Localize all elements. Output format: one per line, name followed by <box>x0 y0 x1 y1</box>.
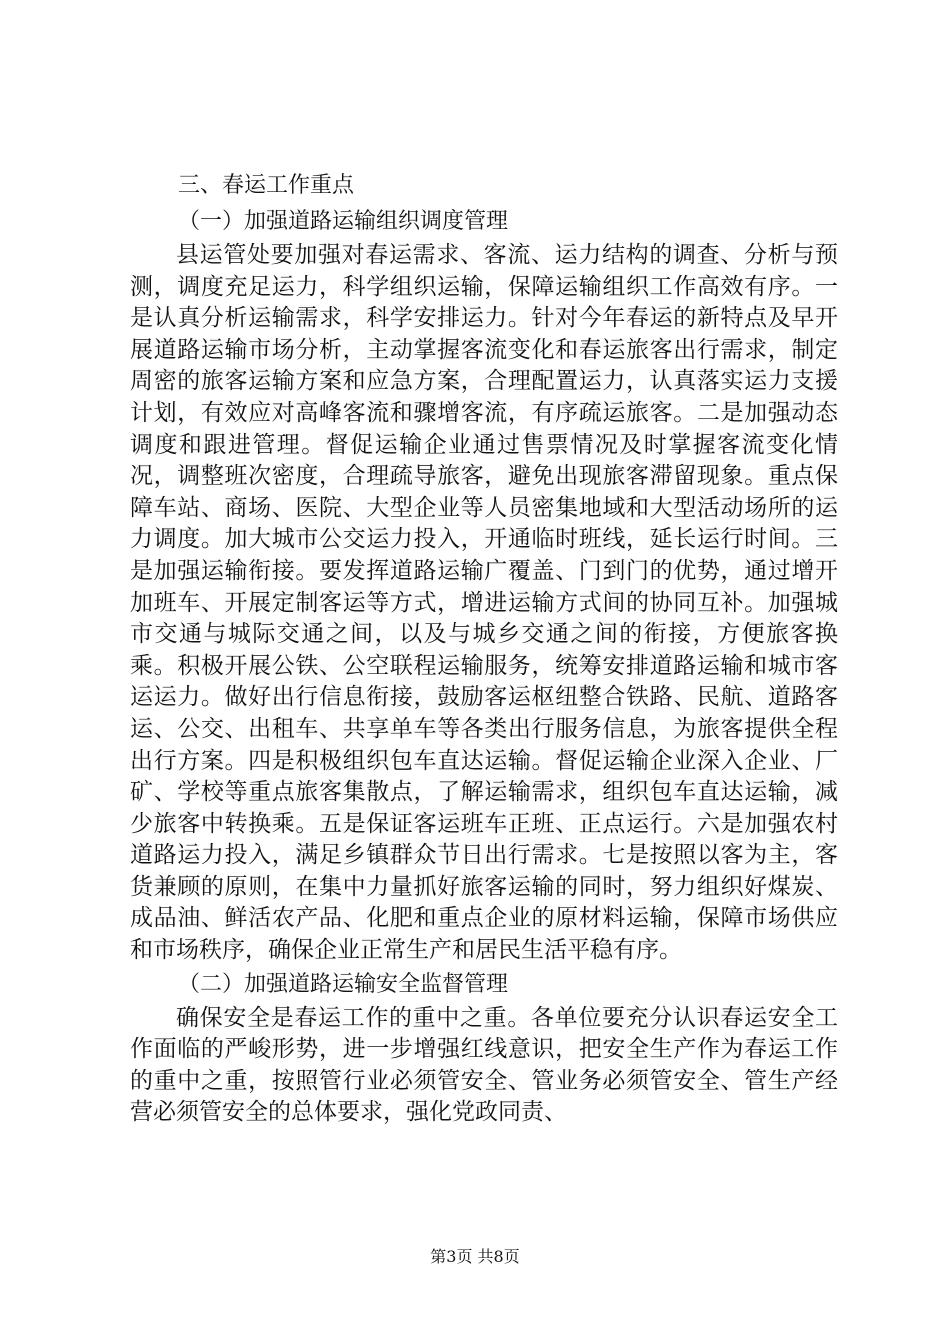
paragraph-2: 确保安全是春运工作的重中之重。各单位要充分认识春运安全工作面临的严峻形势，进一步增强红线意识，把安全生产作为春运工作的重中之重，按照管行业必须管安全、管业务必须管安全、管生产经营必须管安全的总体要求，强化党政同责、 <box>130 1004 838 1126</box>
subsection-1-heading: （一）加强道路运输组织调度管理 <box>178 209 509 234</box>
paragraph-1: 县运管处要加强对春运需求、客流、运力结构的调查、分析与预测，调度充足运力，科学组织运输，保障运输组织工作高效有序。一是认真分析运输需求，科学安排运力。针对今年春运的新特点及早开展道路运输市场分析，主动掌握客流变化和春运旅客出行需求，制定周密的旅客运输方案和应急方案，合理配置运力，认真落实运力支援计划，有效应对高峰客流和骤增客流，有序疏运旅客。二是加强动态调度和跟进管理。督促运输企业通过售票情况及时掌握客流变化情况，调整班次密度，合理疏导旅客，避免出现旅客滞留现象。重点保障车站、商场、医院、大型企业等人员密集地域和大型活动场所的运力调度。加大城市公交运力投入，开通临时班线，延长运行时间。三是加强运输衔接。要发挥道路运输广覆盖、门到门的优势，通过增开加班车、开展定制客运等方式，增进运输方式间的协同互补。加强城市交通与城际交通之间，以及与城乡交通之间的衔接，方便旅客换乘。积极开展公铁、公空联程运输服务，统筹安排道路运输和城市客运运力。做好出行信息衔接，鼓励客运枢纽整合铁路、民航、道路客运、公交、出租车、共享单车等各类出行服务信息，为旅客提供全程出行方案。四是积极组织包车直达运输。督促运输企业深入企业、厂矿、学校等重点旅客集散点，了解运输需求，组织包车直达运输，减少旅客中转换乘。五是保证客运班车正班、正点运行。六是加强农村道路运力投入，满足乡镇群众节日出行需求。七是按照以客为主，客货兼顾的原则，在集中力量抓好旅客运输的同时，努力组织好煤炭、成品油、鲜活农产品、化肥和重点企业的原材料运输，保障市场供应和市场秩序，确保企业正常生产和居民生活平稳有序。 <box>130 242 838 964</box>
section-heading: 三、春运工作重点 <box>178 173 355 198</box>
page-number: 第3页 共8页 <box>430 1247 520 1266</box>
page-footer <box>0 1246 950 1268</box>
subsection-2-heading: （二）加强道路运输安全监督管理 <box>178 971 509 997</box>
document-body <box>130 168 838 1129</box>
